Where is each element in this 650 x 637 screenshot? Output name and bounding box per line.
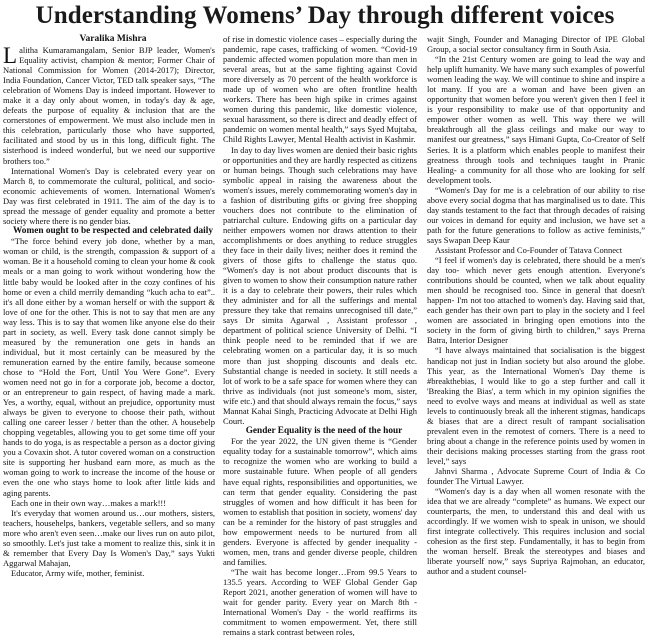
paragraph: wajit Singh, Founder and Managing Director of IPE Global Group, a social sector consultancy firm in South Asia. [427,34,645,55]
paragraph: Each one in their own way…makes a mark!!! [11,497,167,508]
paragraph: “Women's Day for me is a celebration of our ability to rise above every social dogma that has marginalised us to date. This day stands testament to the fact that through decades of raising our voices in demand for equity and inclusion, we have set a path for the future generations to follow as active feminists,” says Swapan Deep Kaur [427,184,645,245]
subheading: Women ought to be respected and celebrated daily [13,225,213,236]
lead-paragraph-text: alitha Kumaramangalam, Senior BJP leader, Women's Equality activist, champion & mentor; Former Chair of National Commission for Women (2014-2017); Director, India Foundation, Cancer Victor, TED talk speaker says, “The celebration of Womens Day is indeed important. However to make it a day only about women, in today's day & age, defeats the purpose of equality & inclusion that are the cornerstones of empowerment. We must also include men in this celebration, particularly those who have supported, facilitated and stood by us in this long, difficult fight. The sisterhood is indeed wonderful, but we need our supportive brothers too.” [3,45,215,166]
paragraph: of rise in domestic violence cases – especially during the pandemic, rape cases, trafficking of women. “Covid-19 pandemic affected women population more than men in several areas, but at the same fighting against Covid more diversely as 70 percent of the health workforce is made up of women who are often frontline health workers. There has been high spike in crimes against women during this pandemic, like domestic violence, sexual harassment, so there is direct and deadly effect of pandemic on women mental health,” says Syed Mujtaba, Child Rights Lawyer, Mental Health activist in Kashmir. [223,34,417,145]
column-3 [427,34,645,577]
paragraph: International Women's Day is celebrated every year on March 8, to commemorate the cultural, political, and socio-economic achievements of women. International Women's Day was first celebrated in 1911. The aim of the day is to spread the message of gender equality and promote a better society where there is no gender bias. [3,165,215,226]
drop-cap: L [3,43,18,68]
paragraph: “The wait has become longer…From 99.5 Years to 135.5 years. According to WEF Global Gender Gap Report 2021, another generation of women will have to wait for gender parity. Every year on March 8th - International Women's Day - the world reaffirms its commitment to women empowerment. Yet, there still remains a stark contrast between roles, [223,566,417,637]
paragraph: Educator, Army wife, mother, feminist. [11,567,145,578]
subheading: Gender Equality is the need of the hour [245,425,403,436]
paragraph: “The force behind every job done, whether by a man, woman or child, is the strength, compassion & support of a woman. Be it a household coming to clean your home & cook meals or a man going to work without wondering how the little baby would be looked after in the cozy confines of his home or even a child merrily demanding “kuch acha to eat”.. it's all done either by a woman herself or with the support & love of one for the other. This is not to say that men are any way less. This is to say that women like anyone else do their part in society, as well. Every task done cannot simply be measured by the remuneration one gets in hands an individual, but it most certainly can be measured by the remuneration earned by the entire family, because someone chose to “Hold the Fort, Until You Were Gone”. Every women need not go in for a corporate job, become a doctor, or an entrepreneur to gain respect, of having made a mark. Yes, a worthy, equal, without an prejudice, opportunity must always be given to everyone to choose their path, without calling one career lesser / better than the other. A housebelp chopping vegetables, allowing you to get some time off your hands to do yoga, is as respectable a person as a doctor giving you a Covaxin shot. A tutor covered woman on a construction site is supporting her husband earn more, as much as the woman going to work to increase the income of the house or even the one who stays home to look after little kids and aging parents. [3,236,215,498]
column-1 [3,34,215,578]
paragraph: In day to day lives women are denied their basic rights or opportunities and they are hardly respected as citizens or human beings. Though such celebrations may have symbolic appeal in raising the awareness about the women's issues, merely commemorating women's day in a fashion of distributing gifts or giving free shopping vouchers does not contribute to the elimination of patriarchal culture. Endowing gifts on a particular day neither empowers women nor draws attention to their accomplishments or does anything to reduce struggles they face in their daily lives; neither does it remind the givers of those gifts to challenge the status quo. “Women's day is not about product discounts that is given to women to show their consumption nature rather it is a day to celebrate their powers, their rules which they administer and for all the sufferings and mental pressure they take that remains unrecognised till date,” says Dr simita Agarwal , Assistant professor , department of political science University of Delhi. “I think people need to be reminded that if we are celebrating women on a particular day, it is so much more than just shopping discounts and deals etc. Substantial change is needed in society. It still needs a lot of work to be a safe space for women where they can thrive as individuals (not just someone's mom, sister, wife etc.) and that should always remain the focus,” says Mannat Kahai Singh, Practicing Advocate at Delhi High Court. [223,144,417,426]
paragraph: It's everyday that women around us…our mothers, sisters, teachers, househelps, bankers, vegetable sellers, and so many more who aren't even seen…make our lives run on auto pilot, so smoothly. Let's just take a moment to realize this, sink it in & remember that Every Day Is Women's Day,” says Yukti Aggarwal Mahajan, [3,507,215,568]
byline: Varalika Mishra [79,34,147,44]
paragraph: Jahnvi Sharma , Advocate Supreme Court of India & Co founder The Virtual Lawyer. [427,466,645,487]
paragraph: For the year 2022, the UN given theme is “Gender equality today for a sustainable tomorrow”, which aims to recognize the women who are working to build a more sustainable future. When people of all genders have equal rights, responsibilities and opportunities, we can term that gender equality. Considering the past struggles of women and how difficult it has been for women to establish that position in society, womens' day can be a reminder for the history of past struggles and how empowerment needs to be nurtured from all genders. Everyone is affected by gender inequality - women, men, trans and gender diverse people, children and families. [223,436,417,567]
article-headline: Understanding Womens’ Day through different voices [35,2,615,29]
paragraph: “In the 21st Century women are going to lead the way and help uplift humanity. We have many such examples of powerful women leading the way. We will continue to shine and inspire a lot many. If you are a woman and have been given an opportunity that women before you weren't given then I feel it is your responsibility to make use of that opportunity and empower other women as well. This way there we will breakthrough all the glass ceilings and make our way to manifest our greatness,” says Himani Gupta, Co-Creator of Self Series. It is a platform which enables people to manifest their greatness through tools and techniques taught in Pranic Healing- a community for all those who are looking for self development tools. [427,54,645,185]
paragraph: “I feel if women's day is celebrated, there should be a men's day too- which never gets enough attention. Everyone's contributions should be counted, when we talk about equality men should be recognised too. Since in general that doesn't happen- I'm not too attached to women's day. Having said that, each gender has their own part to play in the society and I feel women are associated in bringing open emotions into the society in the form of giving birth to children,” says Prerna Batra, Interior Designer [427,255,645,346]
lead-paragraph [3,45,215,166]
paragraph: “Women's day is a day when all women resonate with the idea that we are already “complete” as humans. We expect our counterparts, the men, to understand this and deal with us accordingly. If we women wish to speak in unison, we should first integrate collectively. This requires inclusion and social cohesion as the first step. Fundamentally, it has to begin from the woman herself. Break the stereotypes and biases and liberate yourself now,” says Supriya Rajmohan, an educator, author and a student counsel- [427,486,645,577]
paragraph: Assistant Professor and Co-Founder of Tatava Connect [435,244,623,255]
paragraph: “I have always maintained that socialisation is the biggest handicap not just in Indian society but also around the globe. This year, as the International Women's Day theme is #breakthebias, I would like to go a step further and call it 'Breaking the Bias', a term which in my opinion signifies the need to evolve ways and means at individual as well as state levels to continuously break all the inherent stigmas, handicaps & biases that are a direct result of rampant socialisation prevalent even in the remotest of corners. There is a need to bring about a change in the reference points used by women in their decisions making processes starting from the grass root level,” says [427,345,645,466]
column-2 [223,34,417,637]
